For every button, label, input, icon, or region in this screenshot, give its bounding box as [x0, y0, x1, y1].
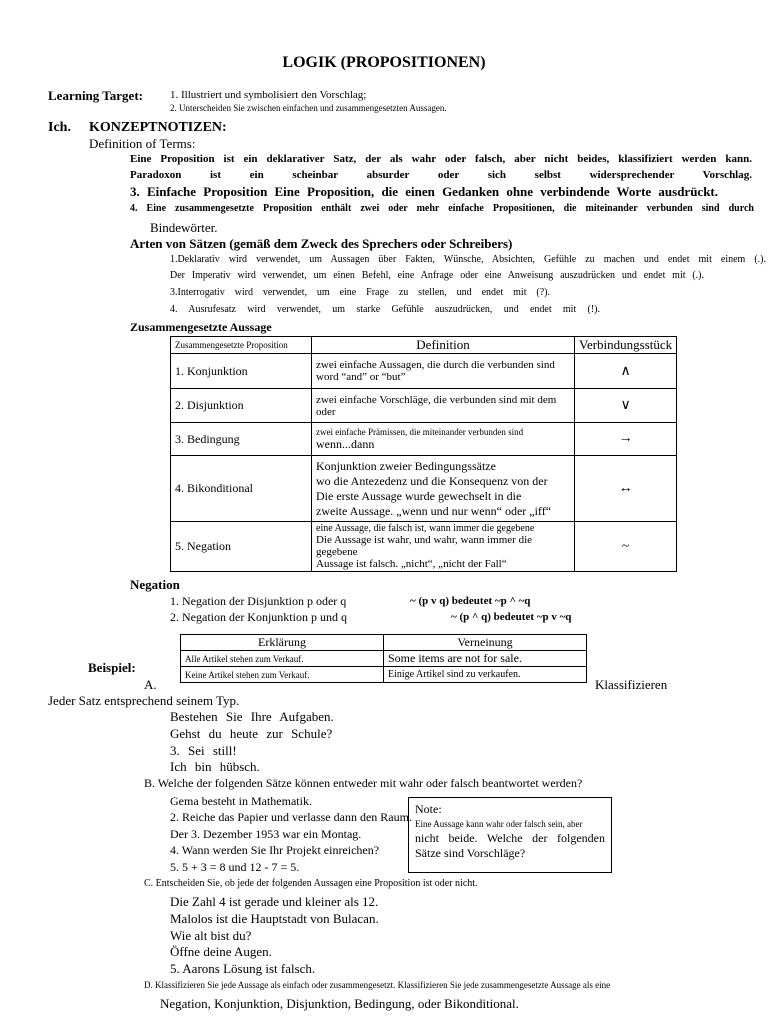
- table-row: [181, 667, 587, 683]
- note-title: Note:: [415, 802, 442, 816]
- row-definition: [312, 423, 575, 456]
- row-name: 3. Bedingung: [171, 423, 312, 456]
- row-symbol: ~: [575, 522, 677, 572]
- definition-line: zweite Aussage. „wenn und nur wenn“ oder „iff“: [316, 503, 552, 518]
- definition-line: zwei einfache Vorschläge, die verbunden sind mit dem: [316, 393, 557, 406]
- part-a-instruction: Jeder Satz entsprechend seinem Typ.: [48, 693, 240, 708]
- part-c-item-5: 5. Aarons Lösung ist falsch.: [170, 961, 316, 976]
- part-a-label: A.: [144, 677, 157, 692]
- part-b-item-2: 2. Reiche das Papier und verlasse dann den Raum.: [170, 810, 412, 824]
- part-d-instruction: D. Klassifizieren Sie jede Aussage als einfach oder zusammengesetzt. Klassifizieren Sie jede zusammengesetzte Aussage als eine: [144, 980, 611, 990]
- part-a-classify: Klassifizieren: [595, 677, 668, 692]
- learning-target-item-2: 2. Unterscheiden Sie zwischen einfachen und zusammengesetzten Aussagen.: [170, 103, 447, 113]
- table-row: [171, 423, 677, 456]
- part-b-item-1: Gema besteht in Mathematik.: [170, 794, 312, 808]
- row-name: 2. Disjunktion: [171, 389, 312, 423]
- part-a-item-3: 3. Sei still!: [170, 743, 237, 758]
- header-negation: Verneinung: [384, 635, 587, 651]
- definition-heading: Definition of Terms:: [89, 136, 196, 151]
- sentence-type-interrogative: 3.Interrogativ wird verwendet, um eine Frage zu stellen, und endet mit (?).: [170, 287, 550, 298]
- header-connective: Verbindungsstück: [575, 337, 677, 354]
- learning-target-item-1: 1. Illustriert und symbolisiert den Vorschlag;: [170, 89, 367, 101]
- negation-cell: Some items are not for sale.: [384, 651, 587, 667]
- table-row: [181, 651, 587, 667]
- negation-item-2: 2. Negation der Konjunktion p und q: [170, 610, 347, 624]
- definition-line: wo die Antezedenz und die Konsequenz von der: [316, 473, 548, 488]
- definition-proposition: Eine Proposition ist ein deklarativer Satz, der als wahr oder falsch, aber nicht beides, klassifiziert werden kann.: [130, 153, 752, 165]
- definition-compound-continuation: Bindewörter.: [150, 220, 218, 235]
- learning-target-label: Learning Target:: [48, 88, 143, 103]
- part-c-item-4: Öffne deine Augen.: [170, 944, 272, 959]
- negation-formula-2: ~ (p ^ q) bedeutet ~p v ~q: [451, 611, 572, 623]
- row-definition: [312, 354, 575, 389]
- definition-line: wenn...dann: [316, 436, 375, 451]
- definition-line: zwei einfache Aussagen, die durch die verbunden sind: [316, 359, 555, 371]
- table-row: [171, 522, 677, 572]
- sentence-type-imperative: Der Imperativ wird verwendet, um einen Befehl, eine Anfrage oder eine Anweisung auszudrücken und endet mit (.).: [170, 270, 704, 281]
- note-box: [408, 797, 612, 873]
- table-header-row: [181, 635, 587, 651]
- table-header-row: [171, 337, 677, 354]
- part-b-item-5: 5. 5 + 3 = 8 und 12 - 7 = 5.: [170, 860, 300, 874]
- row-symbol: ∧: [575, 354, 677, 389]
- sentence-types-heading: Arten von Sätzen (gemäß dem Zweck des Sprechers oder Schreibers): [130, 236, 513, 251]
- row-symbol: ↔: [575, 456, 677, 522]
- negation-heading: Negation: [130, 577, 180, 592]
- row-symbol: ∨: [575, 389, 677, 423]
- negation-cell: Einige Artikel sind zu verkaufen.: [384, 667, 587, 683]
- part-c-item-2: Malolos ist die Hauptstadt von Bulacan.: [170, 911, 379, 926]
- section-title: KONZEPTNOTIZEN:: [89, 120, 227, 135]
- table-row: [171, 354, 677, 389]
- definition-compound-proposition: 4. Eine zusammengesetzte Proposition enthält zwei oder mehr einfache Propositionen, die miteinander verbunden sind durch: [130, 203, 754, 214]
- part-c-item-3: Wie alt bist du?: [170, 928, 252, 943]
- part-a-item-4: Ich bin hübsch.: [170, 759, 260, 774]
- part-b-item-3: Der 3. Dezember 1953 war ein Montag.: [170, 827, 362, 841]
- example-label: Beispiel:: [88, 660, 136, 675]
- row-definition: [312, 456, 575, 522]
- definition-line: Konjunktion zweier Bedingungssätze: [316, 458, 496, 473]
- statement-cell: Keine Artikel stehen zum Verkauf.: [181, 667, 384, 683]
- note-line-1: Eine Aussage kann wahr oder falsch sein, aber: [415, 819, 583, 829]
- row-name: 1. Konjunktion: [171, 354, 312, 389]
- part-b-instruction: B. Welche der folgenden Sätze können entweder mit wahr oder falsch beantwortet werden?: [144, 776, 583, 790]
- sentence-type-declarative: 1.Deklarativ wird verwendet, um Aussagen über Fakten, Wünsche, Absichten, Gefühle zu machen und endet mit einem (.).: [170, 254, 766, 265]
- header-compound-proposition: Zusammengesetzte Proposition: [171, 337, 312, 354]
- definition-line: Die Aussage ist wahr, und wahr, wann immer die gegebene: [316, 534, 533, 558]
- part-b-item-4: 4. Wann werden Sie Ihr Projekt einreichen?: [170, 843, 380, 857]
- table-row: [171, 456, 677, 522]
- part-c-item-1: Die Zahl 4 ist gerade und kleiner als 12.: [170, 894, 379, 909]
- definition-simple-proposition: 3. Einfache Proposition Eine Proposition, die einen Gedanken ohne verbindende Worte ausdrückt.: [130, 184, 718, 199]
- negation-formula-1: ~ (p v q) bedeutet ~p ^ ~q: [410, 595, 531, 607]
- section-number: Ich.: [48, 120, 71, 135]
- example-negation-table: [180, 634, 587, 683]
- statement-cell: Alle Artikel stehen zum Verkauf.: [181, 651, 384, 667]
- definition-line: oder: [316, 405, 336, 418]
- row-symbol: →: [575, 423, 677, 456]
- part-c-instruction: C. Entscheiden Sie, ob jede der folgenden Aussagen eine Proposition ist oder nicht.: [144, 878, 478, 889]
- page-title: LOGIK (PROPOSITIONEN): [282, 54, 486, 71]
- compound-statement-table: [170, 336, 677, 572]
- row-name: 4. Bikonditional: [171, 456, 312, 522]
- part-a-item-2: Gehst du heute zur Schule?: [170, 726, 333, 741]
- compound-heading: Zusammengesetzte Aussage: [130, 320, 272, 334]
- definition-paradox: Paradoxon ist ein scheinbar absurder oder sich selbst widersprechender Vorschlag.: [130, 169, 752, 181]
- definition-line: word “and” or “but”: [316, 371, 406, 383]
- definition-line: Aussage ist falsch. „nicht“, „nicht der Fall“: [316, 558, 507, 570]
- note-line-3: Sätze sind Vorschläge?: [415, 846, 526, 860]
- note-line-2: nicht beide. Welche der folgenden: [415, 831, 605, 845]
- row-name: 5. Negation: [171, 522, 312, 572]
- header-definition: Definition: [312, 337, 575, 354]
- row-definition: [312, 389, 575, 423]
- sentence-type-exclamatory: 4. Ausrufesatz wird verwendet, um starke Gefühle auszudrücken, und endet mit (!).: [170, 304, 600, 315]
- definition-line: Die erste Aussage wurde gewechselt in die: [316, 488, 522, 503]
- part-a-item-1: Bestehen Sie Ihre Aufgaben.: [170, 709, 334, 724]
- definition-line: zwei einfache Prämissen, die miteinander verbunden sind: [316, 426, 524, 437]
- row-definition: [312, 522, 575, 572]
- definition-line: eine Aussage, die falsch ist, wann immer die gegebene: [316, 523, 535, 534]
- part-d-types: Negation, Konjunktion, Disjunktion, Bedingung, oder Bikonditional.: [160, 996, 519, 1011]
- header-statement: Erklärung: [181, 635, 384, 651]
- negation-item-1: 1. Negation der Disjunktion p oder q: [170, 594, 347, 608]
- table-row: [171, 389, 677, 423]
